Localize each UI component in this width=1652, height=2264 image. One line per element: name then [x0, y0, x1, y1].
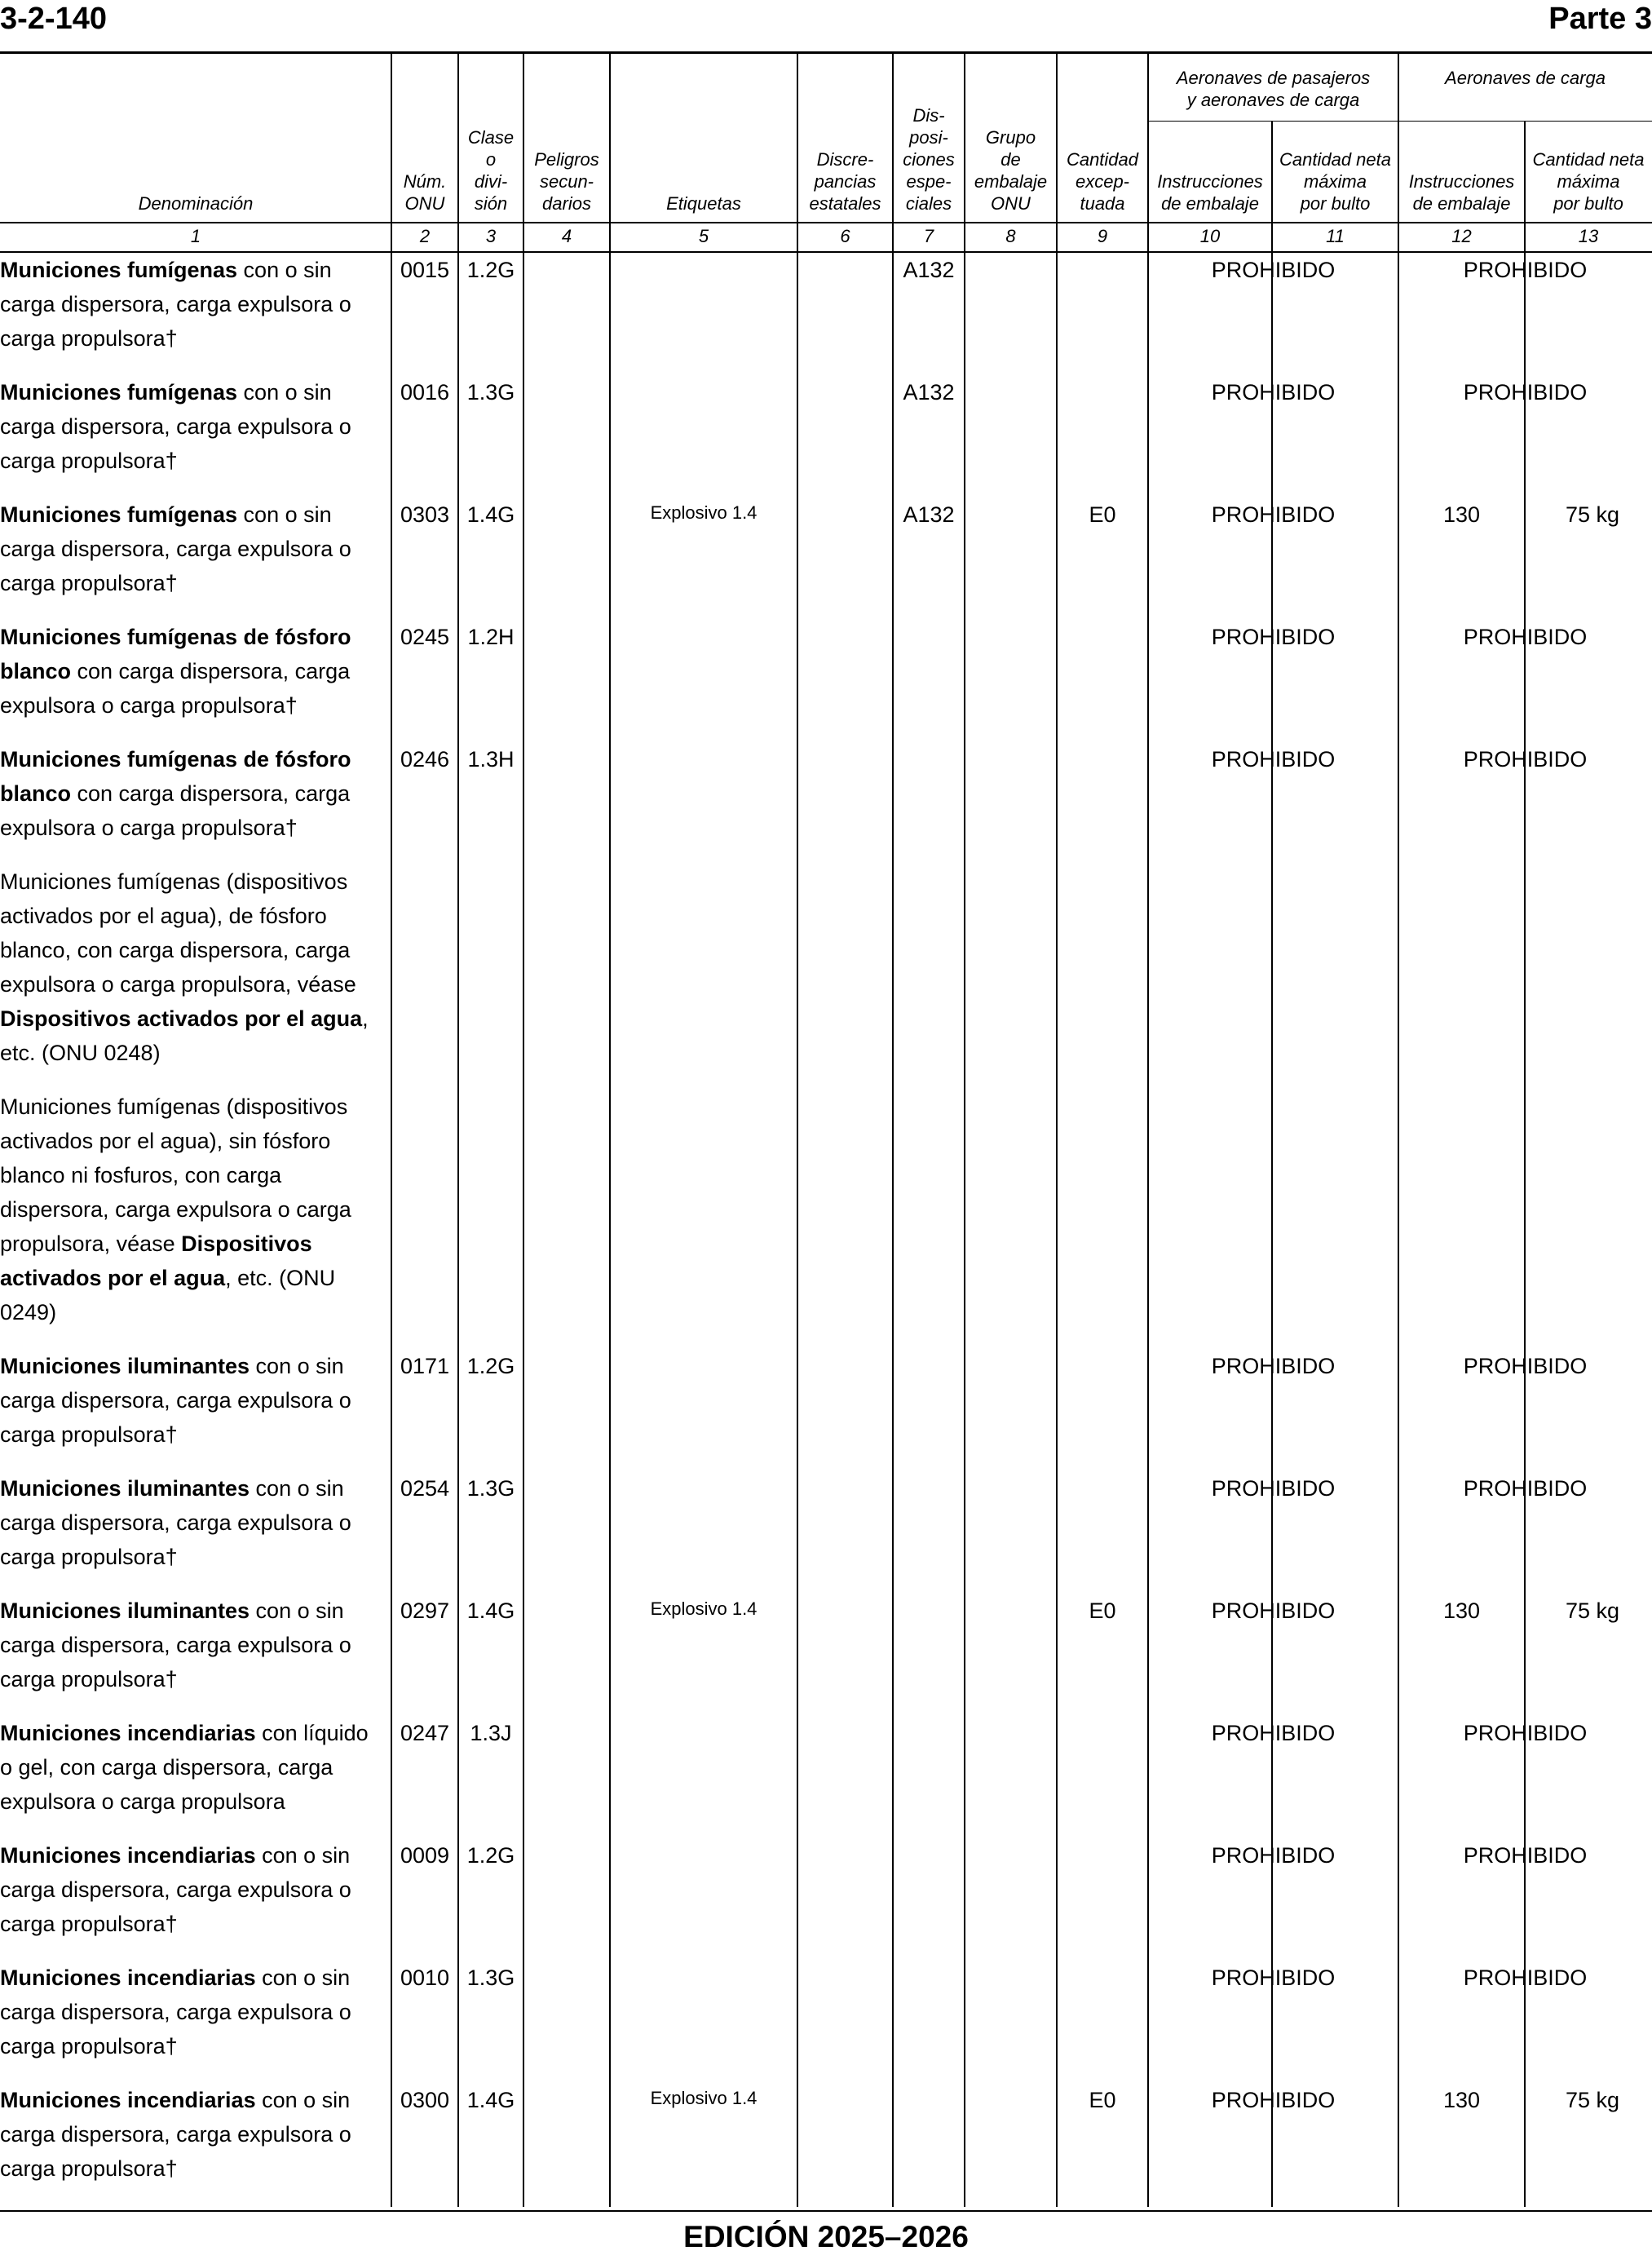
class-division-cell: 1.2G: [466, 258, 515, 282]
denomination-cell: [0, 497, 383, 600]
cargo-packing-instruction-cell: 130: [1442, 2088, 1481, 2112]
un-number-cell: 0171: [400, 1354, 450, 1378]
denomination-text: con o sin carga dispersora, carga expulsora o carga propulsora†: [0, 1599, 351, 1691]
denomination-cell: [0, 1349, 383, 1452]
label-cell: Explosivo 1.4: [650, 1599, 758, 1619]
un-number-cell: 0300: [400, 2088, 450, 2112]
column-header: Denominación: [138, 193, 254, 214]
column-header: Discre- pancias estatales: [809, 149, 881, 214]
un-number-cell: 0009: [400, 1843, 450, 1868]
column-number: 8: [1005, 226, 1016, 246]
un-number-cell: 0246: [400, 747, 450, 772]
label-cell: Explosivo 1.4: [650, 502, 758, 523]
denomination-text: con carga dispersora, carga expulsora o carga propulsora†: [0, 781, 351, 840]
denomination-bold: Dispositivos activados por el agua: [0, 1006, 363, 1031]
cargo-aircraft-group-header: Aeronaves de carga: [1445, 68, 1606, 88]
column-header: Peligros secun- darios: [534, 149, 599, 214]
cargo-prohibited-cell: PROHIBIDO: [1463, 1721, 1588, 1745]
un-number-cell: 0016: [400, 380, 450, 405]
excepted-quantity-cell: E0: [1089, 502, 1116, 527]
denomination-text: , etc. (ONU 0248): [0, 1006, 369, 1065]
denomination-bold: Municiones fumígenas: [0, 380, 238, 405]
class-division-cell: 1.2H: [467, 625, 515, 649]
denomination-bold: Municiones iluminantes: [0, 1599, 250, 1623]
denomination-cell: [0, 1471, 383, 1574]
column-divider: [797, 54, 798, 2207]
un-number-cell: 0010: [400, 1966, 450, 1990]
class-division-cell: 1.3G: [466, 1476, 515, 1501]
special-provisions-cell: A132: [903, 502, 955, 527]
denomination-cell: [0, 620, 383, 723]
class-division-cell: 1.3G: [466, 1966, 515, 1990]
denomination-text: , etc. (ONU 0249): [0, 1266, 336, 1324]
denomination-text: con o sin carga dispersora, carga expulsora o carga propulsora†: [0, 1476, 351, 1569]
column-header: Cantidad excep- tuada: [1066, 149, 1139, 214]
column-number: 9: [1097, 226, 1108, 246]
denomination-cell: [0, 1961, 383, 2063]
denomination-text: con carga dispersora, carga expulsora o carga propulsora†: [0, 659, 351, 718]
column-number: 5: [698, 226, 709, 246]
passenger-prohibited-cell: PROHIBIDO: [1211, 258, 1336, 282]
cargo-max-qty-cell: 75 kg: [1565, 2088, 1619, 2112]
column-divider: [1524, 121, 1526, 2207]
page-number: 3-2-140: [0, 2, 107, 36]
denomination-text: con o sin carga dispersora, carga expulsora o carga propulsora†: [0, 2088, 351, 2181]
passenger-prohibited-cell: PROHIBIDO: [1211, 747, 1336, 772]
column-divider: [1271, 121, 1273, 2207]
denomination-text: con o sin carga dispersora, carga expulsora o carga propulsora†: [0, 1843, 351, 1936]
column-header: Clase o divi- sión: [467, 127, 515, 214]
cargo-packing-instruction-cell: 130: [1442, 1599, 1481, 1623]
cargo-prohibited-cell: PROHIBIDO: [1463, 747, 1588, 772]
cargo-prohibited-cell: PROHIBIDO: [1463, 1476, 1588, 1501]
denomination-cell: [0, 1594, 383, 1696]
denomination-bold: Municiones incendiarias: [0, 1966, 256, 1990]
un-number-cell: 0297: [400, 1599, 450, 1623]
cargo-max-qty-cell: 75 kg: [1565, 1599, 1619, 1623]
column-number: 6: [840, 226, 850, 246]
denomination-text: con o sin carga dispersora, carga expulsora o carga propulsora†: [0, 1966, 351, 2058]
denomination-text: con o sin carga dispersora, carga expulsora o carga propulsora†: [0, 1354, 351, 1447]
column-divider: [609, 54, 611, 2207]
class-division-cell: 1.4G: [466, 502, 515, 527]
denomination-cell: [0, 1838, 383, 1941]
column-divider: [1056, 54, 1058, 2207]
excepted-quantity-cell: E0: [1089, 2088, 1116, 2112]
passenger-prohibited-cell: PROHIBIDO: [1211, 1354, 1336, 1378]
un-number-cell: 0254: [400, 1476, 450, 1501]
column-header: Instrucciones de embalaje: [1157, 171, 1263, 214]
excepted-quantity-cell: E0: [1089, 1599, 1116, 1623]
denomination-bold: Municiones fumígenas: [0, 258, 238, 282]
denomination-cell: [0, 2083, 383, 2186]
column-header: Etiquetas: [666, 193, 741, 214]
edition-footer: EDICIÓN 2025–2026: [683, 2220, 969, 2253]
passenger-prohibited-cell: PROHIBIDO: [1211, 1476, 1336, 1501]
header-rule: [0, 222, 1652, 223]
denomination-cell: [0, 1090, 383, 1329]
denomination-cell: [0, 1716, 383, 1819]
denomination-text: Municiones fumígenas (dispositivos activados por el agua), de fósforo blanco, con carga dispersora, carga expulsora o carga propulsora, véase: [0, 869, 356, 997]
class-division-cell: 1.4G: [466, 1599, 515, 1623]
column-header: Cantidad neta máxima por bulto: [1532, 149, 1645, 214]
denomination-cell: [0, 375, 383, 478]
denomination-text: Municiones fumígenas (dispositivos activados por el agua), sin fósforo blanco ni fosfuros, con carga dispersora, carga expulsora o carga propulsora, véase: [0, 1094, 351, 1256]
special-provisions-cell: A132: [903, 258, 955, 282]
un-number-cell: 0247: [400, 1721, 450, 1745]
label-cell: Explosivo 1.4: [650, 2088, 758, 2108]
passenger-prohibited-cell: PROHIBIDO: [1211, 1721, 1336, 1745]
column-header: Instrucciones de embalaje: [1408, 171, 1515, 214]
column-number: 13: [1578, 226, 1599, 246]
column-header: Dis- posi- ciones espe- ciales: [903, 105, 955, 214]
passenger-prohibited-cell: PROHIBIDO: [1211, 380, 1336, 405]
column-header: Cantidad neta máxima por bulto: [1279, 149, 1391, 214]
part-label: Parte 3: [1548, 2, 1652, 36]
cargo-prohibited-cell: PROHIBIDO: [1463, 1966, 1588, 1990]
passenger-prohibited-cell: PROHIBIDO: [1211, 2088, 1336, 2112]
un-number-cell: 0245: [400, 625, 450, 649]
passenger-prohibited-cell: PROHIBIDO: [1211, 625, 1336, 649]
column-number: 1: [190, 226, 201, 246]
column-number: 4: [561, 226, 572, 246]
cargo-max-qty-cell: 75 kg: [1565, 502, 1619, 527]
cargo-prohibited-cell: PROHIBIDO: [1463, 380, 1588, 405]
denomination-bold: Municiones iluminantes: [0, 1476, 250, 1501]
column-number: 12: [1451, 226, 1472, 246]
subheader-rule: [1148, 121, 1652, 122]
passenger-prohibited-cell: PROHIBIDO: [1211, 1599, 1336, 1623]
column-number: 3: [485, 226, 497, 246]
column-header: Grupo de embalaje ONU: [974, 127, 1048, 214]
un-number-cell: 0303: [400, 502, 450, 527]
bottom-rule: [0, 2210, 1652, 2212]
denomination-cell: [0, 253, 383, 356]
denomination-cell: [0, 742, 383, 845]
cargo-packing-instruction-cell: 130: [1442, 502, 1481, 527]
class-division-cell: 1.3H: [467, 747, 515, 772]
column-number: 10: [1199, 226, 1221, 246]
denomination-bold: Municiones fumígenas: [0, 502, 238, 527]
denomination-bold: Municiones incendiarias: [0, 1843, 256, 1868]
top-rule: [0, 51, 1652, 54]
denomination-bold: Municiones fumígenas de fósforo blanco: [0, 747, 351, 806]
cargo-prohibited-cell: PROHIBIDO: [1463, 1843, 1588, 1868]
denomination-cell: [0, 864, 383, 1070]
cargo-prohibited-cell: PROHIBIDO: [1463, 1354, 1588, 1378]
column-number: 11: [1326, 226, 1345, 246]
denomination-bold: Municiones incendiarias: [0, 1721, 256, 1745]
passenger-prohibited-cell: PROHIBIDO: [1211, 502, 1336, 527]
class-division-cell: 1.3J: [470, 1721, 512, 1745]
column-number: 2: [419, 226, 431, 246]
class-division-cell: 1.4G: [466, 2088, 515, 2112]
class-division-cell: 1.3G: [466, 380, 515, 405]
column-number: 7: [923, 226, 934, 246]
passenger-aircraft-group-header: Aeronaves de pasajeros y aeronaves de carga: [1176, 68, 1371, 110]
un-number-cell: 0015: [400, 258, 450, 282]
passenger-prohibited-cell: PROHIBIDO: [1211, 1966, 1336, 1990]
class-division-cell: 1.2G: [466, 1843, 515, 1868]
cargo-prohibited-cell: PROHIBIDO: [1463, 258, 1588, 282]
denomination-bold: Dispositivos activados por el agua: [0, 1231, 312, 1290]
passenger-prohibited-cell: PROHIBIDO: [1211, 1843, 1336, 1868]
denomination-text: con o sin carga dispersora, carga expulsora o carga propulsora†: [0, 258, 351, 351]
denomination-text: con o sin carga dispersora, carga expulsora o carga propulsora†: [0, 502, 351, 595]
denomination-bold: Municiones iluminantes: [0, 1354, 250, 1378]
denomination-text: con líquido o gel, con carga dispersora, carga expulsora o carga propulsora: [0, 1721, 369, 1814]
denomination-bold: Municiones fumígenas de fósforo blanco: [0, 625, 351, 683]
column-header: Núm. ONU: [403, 171, 447, 214]
denomination-bold: Municiones incendiarias: [0, 2088, 256, 2112]
class-division-cell: 1.2G: [466, 1354, 515, 1378]
denomination-text: con o sin carga dispersora, carga expulsora o carga propulsora†: [0, 380, 351, 473]
special-provisions-cell: A132: [903, 380, 955, 405]
cargo-prohibited-cell: PROHIBIDO: [1463, 625, 1588, 649]
